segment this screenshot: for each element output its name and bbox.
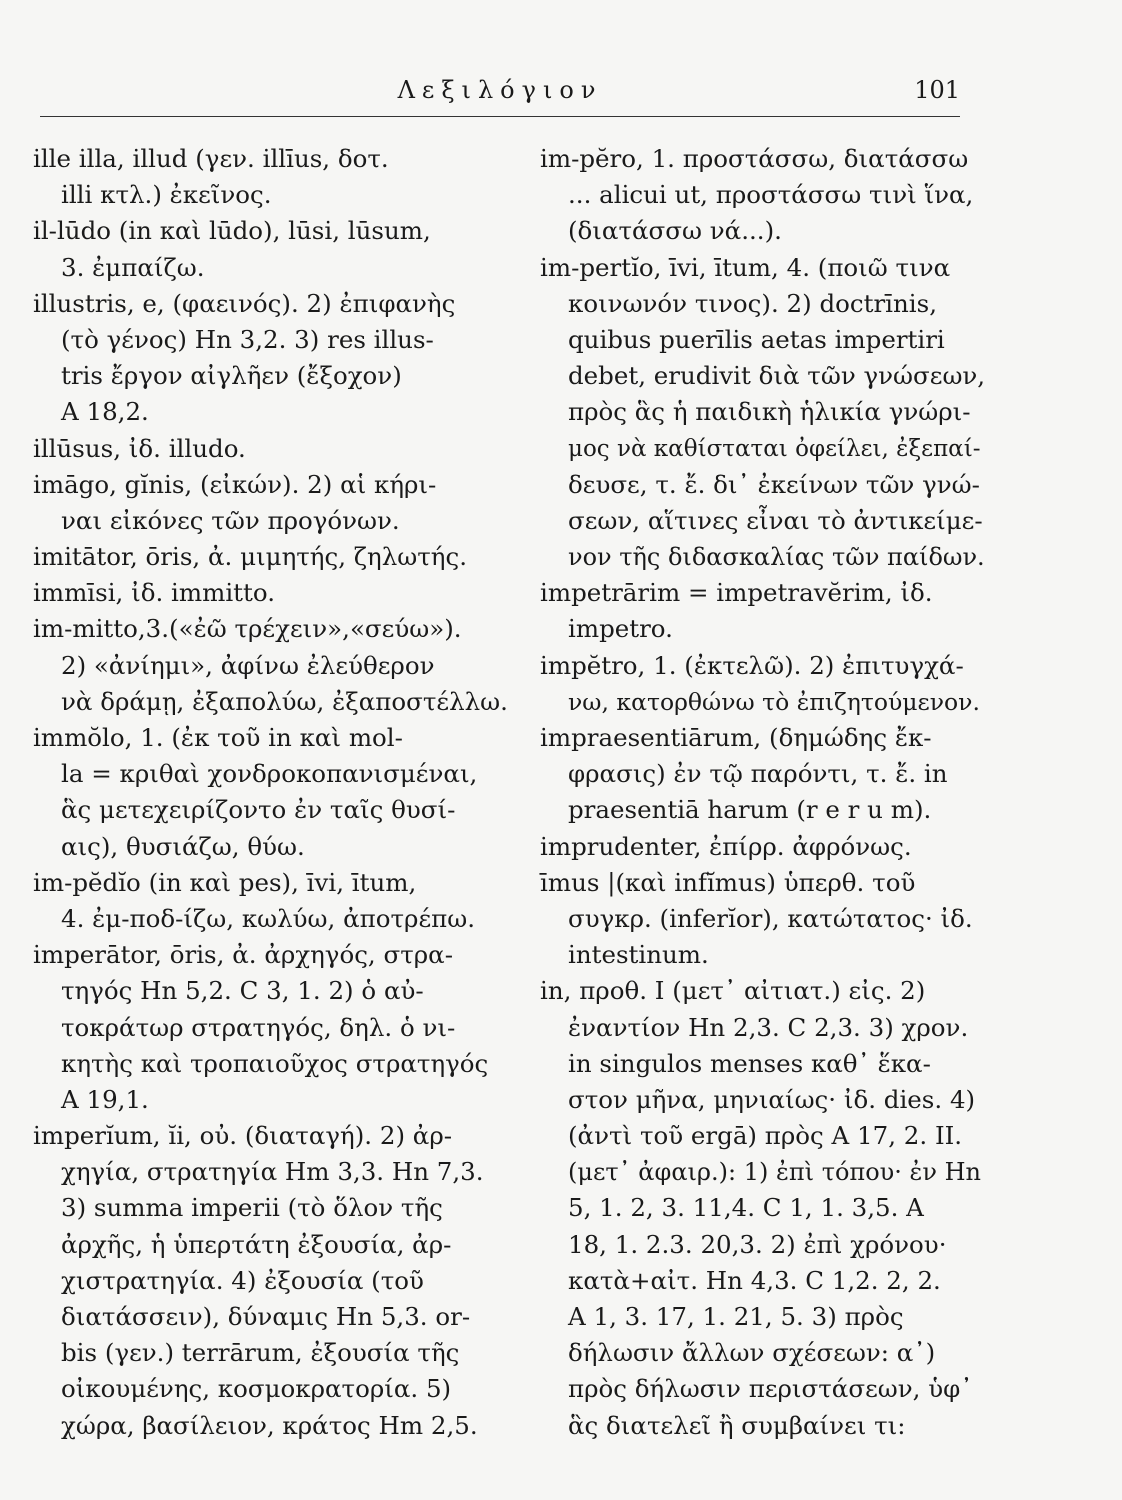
dictionary-line: 18, 1. 2.3. 20,3. 2) ἐπὶ χρόνου· xyxy=(568,1229,947,1259)
dictionary-line: σεων, αἵτινες εἶναι τὸ ἀντικείμε- xyxy=(568,505,983,535)
dictionary-line: 3) summa imperii (τὸ ὅλον τῆς xyxy=(61,1193,443,1223)
dictionary-line: immīsi, ἰδ. immitto. xyxy=(33,578,275,608)
dictionary-line: ille illa, illud (γεν. illīus, δοτ. xyxy=(33,144,389,173)
dictionary-line: πρὸς ἃς ἡ παιδικὴ ἡλικία γνώρι- xyxy=(568,397,971,427)
dictionary-line: im-pĕdĭo (in καὶ pes), īvi, ītum, xyxy=(33,867,417,897)
dictionary-line: ναι εἰκόνες τῶν προγόνων. xyxy=(61,505,400,535)
dictionary-line: χιστρατηγία. 4) ἐξουσία (τοῦ xyxy=(61,1265,424,1295)
dictionary-line: συγκρ. (inferĭor), κατώτατος· ἰδ. xyxy=(568,903,973,933)
page-number: 101 xyxy=(914,76,960,104)
dictionary-line: αις), θυσιάζω, θύω. xyxy=(61,831,305,861)
dictionary-line: imperātor, ōris, ἀ. ἀρχηγός, στρα- xyxy=(33,940,453,970)
dictionary-line: īmus |(καὶ infĭmus) ὑπερθ. τοῦ xyxy=(540,867,916,897)
dictionary-line: il-lūdo (in καὶ lūdo), lūsi, lūsum, xyxy=(33,216,431,246)
dictionary-line: imāgo, gĭnis, (εἰκών). 2) αἱ κήρι- xyxy=(33,469,437,499)
dictionary-line: 3. ἐμπαίζω. xyxy=(61,252,205,282)
dictionary-line: debet, erudivit διὰ τῶν γνώσεων, xyxy=(568,361,986,391)
dictionary-line: (διατάσσω νά...). xyxy=(568,216,782,246)
dictionary-line: νον τῆς διδασκαλίας τῶν παίδων. xyxy=(568,543,985,572)
dictionary-line: impraesentiārum, (δημώδης ἔκ- xyxy=(540,723,932,752)
dictionary-line: διατάσσειν), δύναμις Hn 5,3. or- xyxy=(61,1302,471,1331)
dictionary-line: illi κτλ.) ἐκεῖνος. xyxy=(61,180,272,210)
dictionary-line: in singulos menses καθ᾽ ἕκα- xyxy=(568,1048,931,1078)
dictionary-line: A 19,1. xyxy=(61,1084,149,1114)
dictionary-line: ἀρχῆς, ἡ ὑπερτάτη ἐξουσία, ἀρ- xyxy=(61,1229,452,1259)
dictionary-line: (μετ᾽ ἀφαιρ.): 1) ἐπὶ τόπου· ἐν Hn xyxy=(568,1158,981,1187)
running-header xyxy=(40,72,960,117)
dictionary-line: im-pertĭo, īvi, ītum, 4. (ποιῶ τινα xyxy=(540,252,951,282)
dictionary-line: δευσε, τ. ἔ. δι᾽ ἐκείνων τῶν γνώ- xyxy=(568,469,980,499)
dictionary-line: imitātor, ōris, ἀ. μιμητής, ζηλωτής. xyxy=(33,542,467,572)
dictionary-line: ἐναντίον Hn 2,3. C 2,3. 3) χρον. xyxy=(568,1012,969,1042)
dictionary-line: κατὰ+αἰτ. Hn 4,3. C 1,2. 2, 2. xyxy=(568,1265,941,1295)
dictionary-line: νὰ δράμῃ, ἐξαπολύω, ἐξαποστέλλω. xyxy=(61,686,508,716)
dictionary-line: 2) «ἀνίημι», ἀφίνω ἐλεύθερον xyxy=(61,650,435,680)
dictionary-line: 5, 1. 2, 3. 11,4. C 1, 1. 3,5. A xyxy=(568,1193,924,1223)
dictionary-line: im-pĕro, 1. προστάσσω, διατάσσω xyxy=(540,144,969,173)
dictionary-line: in, προθ. I (μετ᾽ αἰτιατ.) εἰς. 2) xyxy=(540,976,926,1006)
dictionary-line: πρὸς δήλωσιν περιστάσεων, ὑφ᾽ xyxy=(568,1374,973,1404)
left-column xyxy=(33,141,513,1444)
dictionary-line: μος νὰ καθίσταται ὀφείλει, ἐξεπαί- xyxy=(568,435,981,462)
dictionary-line: intestinum. xyxy=(568,940,709,970)
page-header-title: Λεξιλόγιον xyxy=(397,76,603,104)
dictionary-line: κητὴς καὶ τροπαιοῦχος στρατηγός xyxy=(61,1048,489,1078)
dictionary-line: φρασις) ἐν τῷ παρόντι, τ. ἔ. in xyxy=(568,759,948,789)
dictionary-line: illūsus, ἰδ. illudo. xyxy=(33,433,246,463)
dictionary-line: νω, κατορθώνω τὸ ἐπιζητούμενον. xyxy=(568,687,980,716)
dictionary-line: ... alicui ut, προστάσσω τινὶ ἵνα, xyxy=(568,180,974,210)
dictionary-line: la = κριθαὶ χονδροκοπανισμέναι, xyxy=(61,759,478,789)
dictionary-line: A 1, 3. 17, 1. 21, 5. 3) πρὸς xyxy=(568,1302,904,1331)
dictionary-line: χηγία, στρατηγία Hm 3,3. Hn 7,3. xyxy=(61,1157,484,1187)
dictionary-line: quibus puerīlis aetas impertiri xyxy=(568,324,945,354)
dictionary-line: imperĭum, ĭi, οὐ. (διαταγή). 2) ἀρ- xyxy=(33,1121,453,1151)
dictionary-line: A 18,2. xyxy=(61,397,149,427)
dictionary-line: οἰκουμένης, κοσμοκρατορία. 5) xyxy=(61,1374,452,1404)
dictionary-line: τοκράτωρ στρατηγός, δηλ. ὁ νι- xyxy=(61,1012,456,1042)
dictionary-line: immŏlo, 1. (ἐκ τοῦ in καὶ mol- xyxy=(33,723,403,752)
dictionary-line: ἃς μετεχειρίζοντο ἐν ταῖς θυσί- xyxy=(61,795,456,825)
dictionary-line: imprudenter, ἐπίρρ. ἀφρόνως. xyxy=(540,831,912,861)
dictionary-line: praesentiā harum (r e r u m). xyxy=(568,795,932,825)
dictionary-line: illustris, e, (φαεινός). 2) ἐπιφανὴς xyxy=(33,288,456,318)
dictionary-line: ἃς διατελεῖ ἢ συμβαίνει τι: xyxy=(568,1410,906,1440)
dictionary-line: impĕtro, 1. (ἐκτελῶ). 2) ἐπιτυγχά- xyxy=(540,650,964,680)
dictionary-line: δήλωσιν ἄλλων σχέσεων: α᾽) xyxy=(568,1338,936,1368)
dictionary-line: τηγός Hn 5,2. C 3, 1. 2) ὁ αὐ- xyxy=(61,976,424,1006)
dictionary-line: (τὸ γένος) Hn 3,2. 3) res illus- xyxy=(61,324,434,354)
dictionary-line: bis (γεν.) terrārum, ἐξουσία τῆς xyxy=(61,1338,460,1368)
dictionary-line: (ἀντὶ τοῦ ergā) πρὸς A 17, 2. II. xyxy=(568,1121,963,1151)
right-column xyxy=(540,141,985,1444)
dictionary-line: κοινωνόν τινος). 2) doctrīnis, xyxy=(568,288,937,318)
dictionary-line: χώρα, βασίλειον, κράτος Hm 2,5. xyxy=(61,1410,478,1440)
dictionary-line: impetro. xyxy=(568,614,673,644)
dictionary-line: im-mitto,3.(«ἐῶ τρέχειν»,«σεύω»). xyxy=(33,614,462,644)
dictionary-line: 4. ἐμ-ποδ-ίζω, κωλύω, ἀποτρέπω. xyxy=(61,903,476,933)
dictionary-line: στον μῆνα, μηνιαίως· ἰδ. dies. 4) xyxy=(568,1084,976,1114)
dictionary-line: impetrārim = impetravĕrim, ἰδ. xyxy=(540,578,933,608)
dictionary-line: tris ἔργον αἰγλῆεν (ἔξοχον) xyxy=(61,361,402,391)
